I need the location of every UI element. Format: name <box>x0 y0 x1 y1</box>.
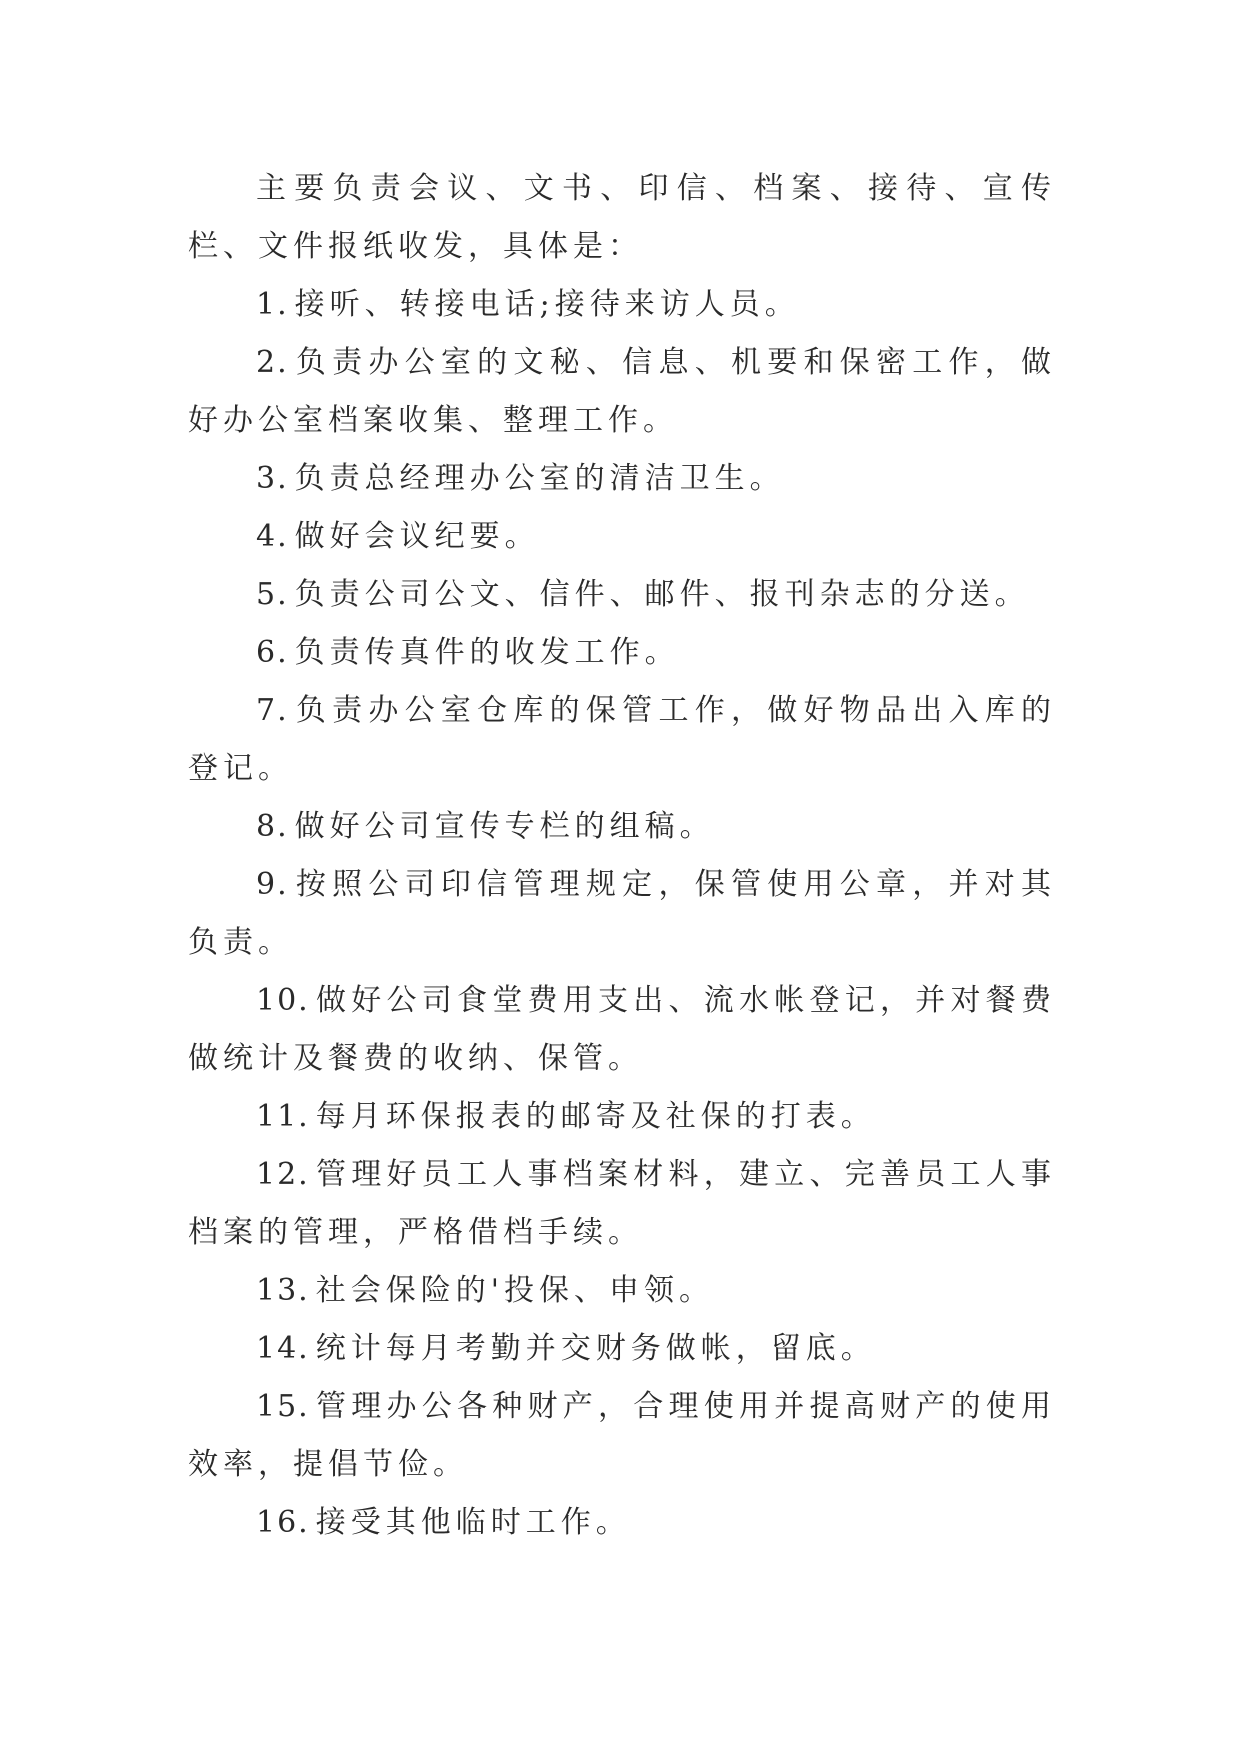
item-number: 6. <box>256 635 289 670</box>
list-item <box>188 1320 1056 1378</box>
list-item <box>188 856 1056 972</box>
document-body <box>188 160 1056 1552</box>
item-number: 9. <box>256 867 289 902</box>
item-text: 统计每月考勤并交财务做帐，留底。 <box>315 1331 876 1366</box>
item-text: 做好会议纪要。 <box>294 519 540 554</box>
item-text: 负责办公室仓库的保管工作，做好物品出入库的登记。 <box>188 693 1056 786</box>
list-item <box>188 1088 1056 1146</box>
list-item <box>188 1494 1056 1552</box>
item-number: 4. <box>256 519 289 554</box>
item-text: 负责总经理办公室的清洁卫生。 <box>294 461 785 496</box>
list-item <box>188 508 1056 566</box>
item-number: 2. <box>256 345 289 380</box>
item-number: 3. <box>256 461 289 496</box>
item-text: 接受其他临时工作。 <box>315 1505 631 1540</box>
item-text: 做好公司食堂费用支出、流水帐登记，并对餐费做统计及餐费的收纳、保管。 <box>188 983 1056 1076</box>
item-text: 负责办公室的文秘、信息、机要和保密工作，做好办公室档案收集、整理工作。 <box>188 345 1056 438</box>
item-text: 负责公司公文、信件、邮件、报刊杂志的分送。 <box>294 577 1030 612</box>
list-item <box>188 1146 1056 1262</box>
intro-paragraph: 主要负责会议、文书、印信、档案、接待、宣传栏、文件报纸收发，具体是： <box>188 171 1056 264</box>
item-text: 负责传真件的收发工作。 <box>294 635 680 670</box>
list-item <box>188 798 1056 856</box>
item-text: 管理好员工人事档案材料，建立、完善员工人事档案的管理，严格借档手续。 <box>188 1157 1056 1250</box>
item-text: 社会保险的'投保、申领。 <box>315 1273 714 1308</box>
item-number: 14. <box>256 1331 310 1366</box>
item-number: 13. <box>256 1273 310 1308</box>
item-number: 12. <box>256 1157 310 1192</box>
item-number: 8. <box>256 809 289 844</box>
item-number: 11. <box>256 1099 310 1134</box>
list-item <box>188 624 1056 682</box>
item-number: 7. <box>256 693 289 728</box>
list-item <box>188 334 1056 450</box>
item-text: 做好公司宣传专栏的组稿。 <box>294 809 715 844</box>
item-text: 接听、转接电话;接待来访人员。 <box>294 287 800 322</box>
list-item <box>188 682 1056 798</box>
list-item <box>188 1378 1056 1494</box>
item-number: 10. <box>256 983 310 1018</box>
list-item <box>188 450 1056 508</box>
item-text: 每月环保报表的邮寄及社保的打表。 <box>315 1099 876 1134</box>
item-number: 5. <box>256 577 289 612</box>
list-item <box>188 1262 1056 1320</box>
item-number: 16. <box>256 1505 310 1540</box>
item-text: 管理办公各种财产，合理使用并提高财产的使用效率，提倡节俭。 <box>188 1389 1056 1482</box>
list-item <box>188 972 1056 1088</box>
list-item <box>188 566 1056 624</box>
list-item <box>188 276 1056 334</box>
item-number: 1. <box>256 287 289 322</box>
item-text: 按照公司印信管理规定，保管使用公章，并对其负责。 <box>188 867 1056 960</box>
item-number: 15. <box>256 1389 310 1424</box>
